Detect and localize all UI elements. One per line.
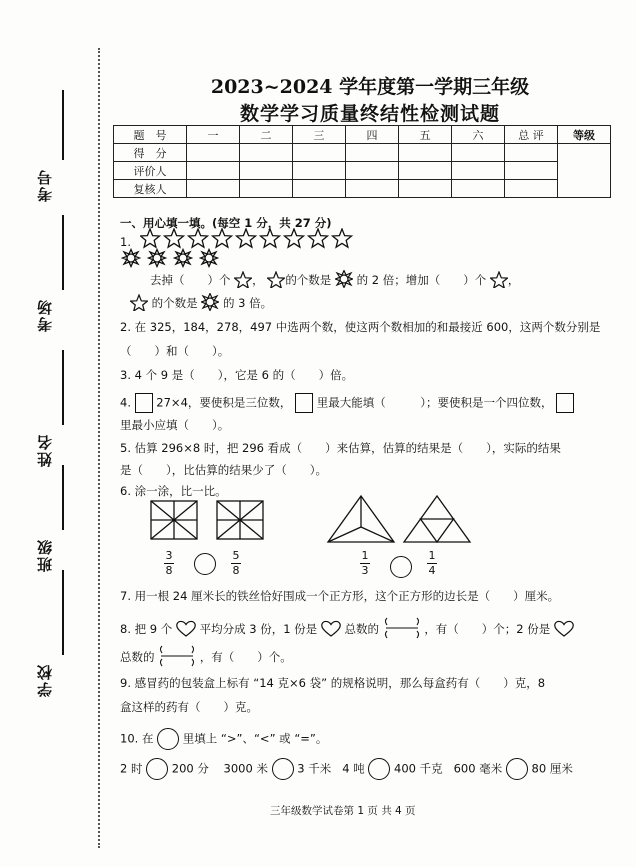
q5-line2: 是（ ），比估算的结果少了（ ）。 — [120, 463, 327, 477]
binding-dash-line — [98, 48, 100, 848]
q1-line1: 去掉（ ）个 ， 的个数是 的 2 倍；增加（ ）个 ， — [150, 270, 519, 291]
star-icon — [261, 229, 280, 247]
col-header: 总 评 — [505, 126, 558, 144]
score-cell[interactable] — [505, 144, 558, 162]
sun-icon — [335, 270, 353, 291]
score-cell[interactable] — [293, 144, 346, 162]
exam-title-line2: 数学学习质量终结性检测试题 — [239, 103, 500, 125]
score-cell[interactable] — [240, 144, 293, 162]
fraction: 1 4 — [428, 549, 436, 577]
q8-line2: 总数的 ，有（ ）个。 — [120, 644, 292, 671]
q8-line1: 8. 把 9 个 平均分成 3 份，1 份是 总数的 ，有（ ）个；2 份是 — [120, 616, 574, 643]
grade-cell[interactable] — [558, 144, 611, 198]
compare-circle[interactable] — [390, 556, 412, 578]
sun-icon — [175, 250, 192, 267]
q5-line1: 5. 估算 296×8 时，把 296 看成（ ）来估算，估算的结果是（ ），实际的结果 — [120, 441, 561, 455]
star-icon — [333, 229, 352, 247]
digit-box[interactable] — [295, 393, 313, 413]
star-icon — [141, 229, 160, 247]
star-icon — [130, 294, 148, 314]
col-header: 三 — [293, 126, 346, 144]
row-header: 复核人 — [114, 180, 187, 198]
q1-line2: 的个数是 的 3 倍。 — [130, 293, 272, 314]
score-cell[interactable] — [399, 180, 452, 198]
star-icon — [234, 271, 252, 291]
star-icon — [490, 271, 508, 291]
score-cell[interactable] — [240, 180, 293, 198]
sun-icon — [149, 250, 166, 267]
digit-box[interactable] — [135, 393, 153, 413]
score-cell[interactable] — [452, 162, 505, 180]
fraction: 3 8 — [165, 549, 173, 577]
score-cell[interactable] — [505, 180, 558, 198]
q10-instruction: 10. 在 里填上 “>”、“<” 或 “=”。 — [120, 728, 327, 750]
score-cell[interactable] — [346, 162, 399, 180]
star-icon — [237, 229, 256, 247]
score-cell[interactable] — [187, 180, 240, 198]
q9-line1: 9. 感冒药的包装盒上标有 “14 克×6 袋” 的规格说明，那么每盒药有（ ）克，8 — [120, 676, 546, 690]
section1-heading: 一、用心填一填。(每空 1 分，共 27 分) — [120, 216, 332, 230]
q2-line1: 2. 在 325，184，278，497 中选两个数，使这两个数相加的和最接近 600，这两个数分别是 — [120, 320, 601, 334]
exam-room-label: 考场 — [36, 298, 54, 332]
star-icon — [309, 229, 328, 247]
compare-circle[interactable] — [194, 553, 216, 575]
sun-icon — [123, 250, 140, 267]
fraction: 1 3 — [361, 549, 369, 577]
score-cell[interactable] — [293, 180, 346, 198]
exam-number-label: 考号 — [36, 168, 54, 202]
exam-number-line — [62, 90, 64, 160]
class-line — [62, 465, 64, 530]
row-header: 评价人 — [114, 162, 187, 180]
fraction: 5 8 — [232, 549, 240, 577]
triangle-divided-3 — [326, 494, 396, 544]
star-icon — [285, 229, 304, 247]
score-cell[interactable] — [187, 144, 240, 162]
star-icon — [189, 229, 208, 247]
blank-fraction[interactable] — [383, 616, 421, 643]
triangle-divided-4 — [402, 494, 472, 544]
score-cell[interactable] — [346, 180, 399, 198]
q9-line2: 盒这样的药有（ ）克。 — [120, 700, 258, 714]
exam-title-line1: 2023~2024 学年度第一学期三年级 — [210, 76, 530, 98]
q10-compare-row: 2 时 200 分 3000 米 3 千米 4 吨 400 千克 600 毫米 80 厘米 — [120, 758, 573, 780]
q4-line2: 里最小应填（ ）。 — [120, 418, 230, 432]
col-header: 四 — [346, 126, 399, 144]
blank-fraction[interactable] — [158, 644, 196, 671]
q2-line2: （ ）和（ ）。 — [120, 344, 230, 358]
q7-text: 7. 用一根 24 厘米长的铁丝恰好围成一个正方形，这个正方形的边长是（ ）厘米。 — [120, 589, 560, 603]
name-line — [62, 350, 64, 425]
class-label: 班级 — [36, 538, 54, 572]
q1-star-row — [140, 228, 365, 250]
score-cell[interactable] — [399, 162, 452, 180]
score-cell[interactable] — [187, 162, 240, 180]
page-footer: 三年级数学试卷第 1 页 共 4 页 — [270, 805, 416, 817]
score-cell[interactable] — [293, 162, 346, 180]
sun-icon — [201, 250, 218, 267]
q6-text: 6. 涂一涂，比一比。 — [120, 484, 227, 498]
col-header: 六 — [452, 126, 505, 144]
q3-text: 3. 4 个 9 是（ ），它是 6 的（ ）倍。 — [120, 368, 354, 382]
square-divided-8 — [150, 500, 198, 540]
q1-number: 1. — [120, 235, 131, 249]
col-header: 等级 — [558, 126, 611, 144]
compare-circle[interactable] — [368, 758, 390, 780]
q1-sun-row — [120, 248, 235, 268]
compare-circle[interactable] — [506, 758, 528, 780]
score-table — [113, 125, 611, 198]
sun-icon — [201, 293, 219, 314]
heart-icon — [554, 620, 574, 640]
row-header: 得 分 — [114, 144, 187, 162]
school-line — [62, 570, 64, 655]
circle-icon — [157, 728, 179, 750]
name-label: 姓名 — [36, 433, 54, 467]
col-header: 二 — [240, 126, 293, 144]
square-divided-8 — [216, 500, 264, 540]
score-cell[interactable] — [346, 144, 399, 162]
score-cell[interactable] — [505, 162, 558, 180]
school-label: 学校 — [36, 663, 54, 697]
exam-room-line — [62, 215, 64, 290]
digit-box[interactable] — [556, 393, 574, 413]
heart-icon — [176, 620, 196, 640]
star-icon — [213, 229, 232, 247]
score-cell[interactable] — [240, 162, 293, 180]
score-cell[interactable] — [399, 144, 452, 162]
compare-circle[interactable] — [146, 758, 168, 780]
q4-line1: 4. 27×4，要使积是三位数， 里最大能填（ ）；要使积是一个四位数， — [120, 393, 574, 413]
compare-circle[interactable] — [272, 758, 294, 780]
col-header: 一 — [187, 126, 240, 144]
heart-icon — [321, 620, 341, 640]
score-cell[interactable] — [452, 144, 505, 162]
col-header: 五 — [399, 126, 452, 144]
star-icon — [165, 229, 184, 247]
score-cell[interactable] — [452, 180, 505, 198]
col-header: 题 号 — [114, 126, 187, 144]
star-icon — [267, 271, 285, 291]
